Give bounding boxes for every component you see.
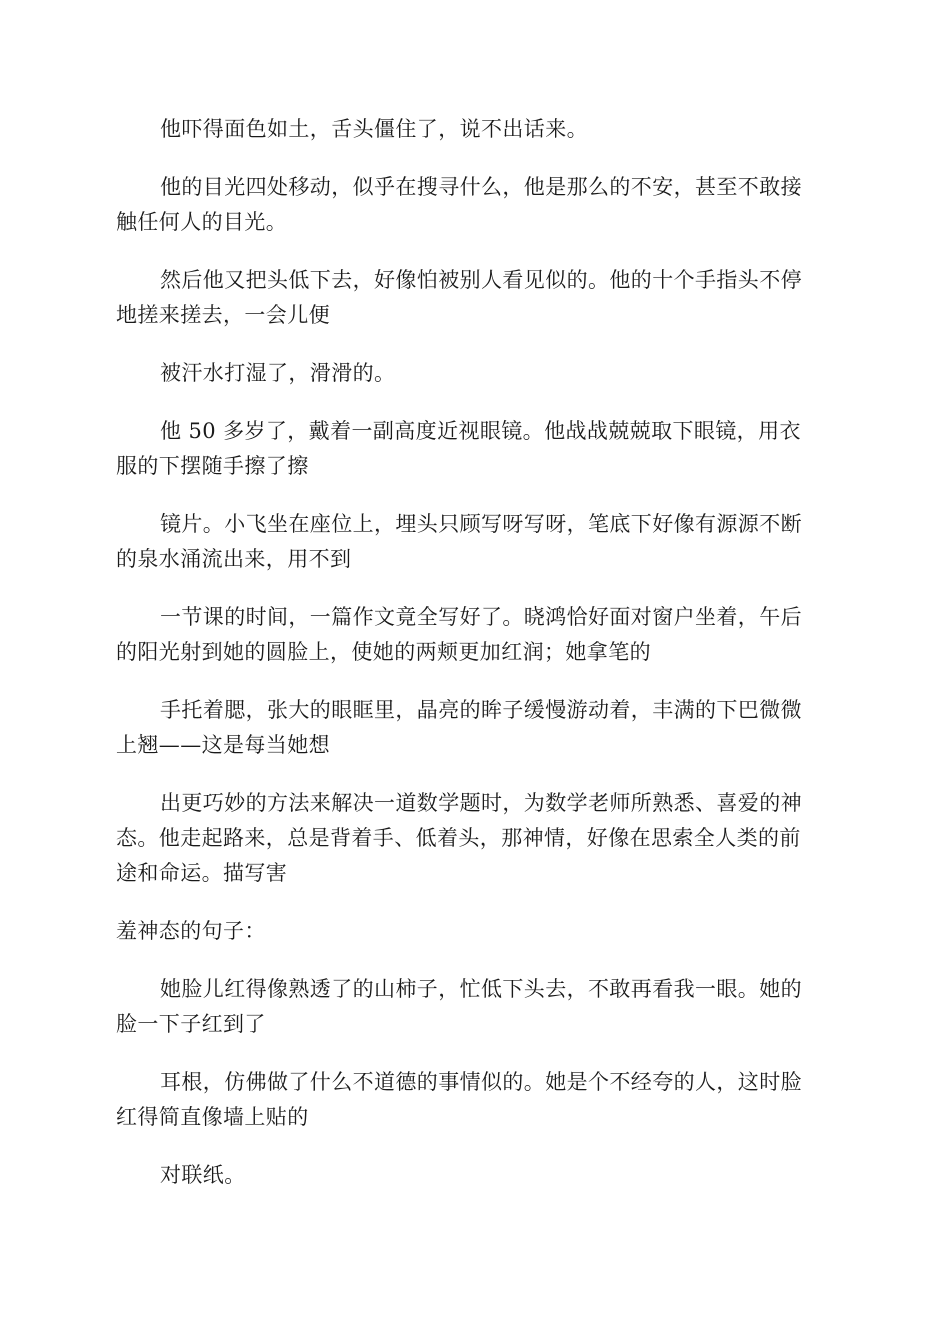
- text-line: 他的目光四处移动，似乎在搜寻什么，他是那么的不安，甚至不敢接: [160, 175, 802, 199]
- text-line: 她脸儿红得像熟透了的山柿子，忙低下头去，不敢再看我一眼。她的: [160, 977, 802, 1001]
- text-line: 脸一下子红到了: [116, 1012, 266, 1036]
- paragraph: [116, 1158, 836, 1193]
- paragraph: [116, 507, 836, 577]
- paragraph: [116, 786, 836, 891]
- paragraph: [116, 263, 836, 333]
- text-line: 被汗水打湿了，滑滑的。: [160, 361, 396, 385]
- paragraph: [116, 693, 836, 763]
- text-line: 他 50 多岁了，戴着一副高度近视眼镜。他战战兢兢取下眼镜，用衣: [160, 419, 801, 443]
- paragraph: [116, 600, 836, 670]
- document-page: [116, 112, 836, 1216]
- text-line: 手托着腮，张大的眼眶里，晶亮的眸子缓慢游动着，丰满的下巴微微: [160, 698, 802, 722]
- paragraph: [116, 972, 836, 1042]
- text-line: 态。他走起路来，总是背着手、低着头，那神情，好像在思索全人类的前: [116, 826, 801, 850]
- paragraph: [116, 170, 836, 240]
- text-line: 出更巧妙的方法来解决一道数学题时，为数学老师所熟悉、喜爱的神: [160, 791, 802, 815]
- paragraph: [116, 356, 836, 391]
- text-line: 耳根，仿佛做了什么不道德的事情似的。她是个不经夸的人，这时脸: [160, 1070, 802, 1094]
- text-line: 镜片。小飞坐在座位上，埋头只顾写呀写呀，笔底下好像有源源不断: [160, 512, 802, 536]
- text-line: 的阳光射到她的圆脸上，使她的两颊更加红润；她拿笔的: [116, 640, 651, 664]
- text-line: 服的下摆随手擦了擦: [116, 454, 309, 478]
- text-line: 途和命运。描写害: [116, 861, 288, 885]
- paragraph: [116, 112, 836, 147]
- text-line: 上翘——这是每当她想: [116, 733, 330, 757]
- text-line: 对联纸。: [160, 1163, 246, 1187]
- paragraph: [116, 1065, 836, 1135]
- text-line: 的泉水涌流出来，用不到: [116, 547, 352, 571]
- text-line: 羞神态的句子：: [116, 919, 266, 943]
- text-line: 一节课的时间，一篇作文竟全写好了。晓鸿恰好面对窗户坐着，午后: [160, 605, 802, 629]
- text-line: 然后他又把头低下去，好像怕被别人看见似的。他的十个手指头不停: [160, 268, 802, 292]
- text-line: 他吓得面色如土，舌头僵住了，说不出话来。: [160, 117, 588, 141]
- paragraph: [116, 914, 836, 949]
- paragraph: [116, 414, 836, 484]
- text-line: 地搓来搓去，一会儿便: [116, 303, 330, 327]
- text-line: 红得简直像墙上贴的: [116, 1105, 309, 1129]
- text-line: 触任何人的目光。: [116, 210, 288, 234]
